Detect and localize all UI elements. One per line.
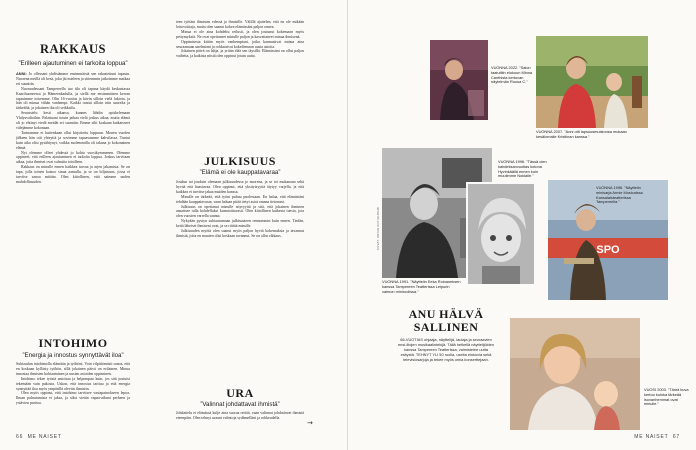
body-paragraph: Rakkaus on minulle ennen kaikkea turvaa ja arjen jakamista. Se on tapa, jolla toinen katsoo sinua aamulla, ja se on hiljaisuus, jossa ei tarvitse sanoa mitään. Olen kiitollinen, että saimme uuden mahdollisuuden. xyxy=(16,165,130,184)
body-paragraph: Tarinamme ei kuitenkaan ollut kirjoitettu loppuun. Monen vuoden jälkeen hän otti yhteyttä ja sovimme tapaavamme kahvilassa. Tuntui kuin aika olisi pysähtynyt, vaikka molemmilla oli takana jo kokonainen elämä. xyxy=(16,130,130,150)
photo-2003-family xyxy=(510,318,640,430)
julkisuus-subheading: ”Elämä ei ole kauppatavaraa” xyxy=(199,169,281,176)
body-paragraph: Oppimisesta kiitän myös vanhempiani, jotka kannustivat minua aina seuraamaan unelmiani ja rohkaisivat kokeilemaan uusia asioita. xyxy=(176,39,304,49)
family-photo-icon xyxy=(510,318,640,430)
body-paragraph: teen työtäni ihmisten edessä ja ihmisille. Välillä ajattelen, että en ole mikään lottovoittaja, mutta olen saanut kokea elämässäni paljon onnea. xyxy=(176,20,304,29)
rakkaus-heading: RAKKAUS xyxy=(39,42,106,56)
photo-credit: KUVAT: ANNIN KOTIALBUMI xyxy=(376,206,380,250)
body-paragraph: Intohimo tekee työstä antoisaa ja helpompaa kuin, jos sitä joutuisi tekemään vain pakosta. Uskon, että innostus tarttuu ja että energia synnyttää iloa myös ympärillä oleviin ihmisiin. xyxy=(16,376,130,391)
intohimo-heading: INTOHIMO xyxy=(38,336,108,350)
pull-quote-line-2: SALLINEN xyxy=(413,319,479,334)
body-paragraph: Olen myös oppinut, että intohimo tarvitsee vastapainokseen lepoa. Ilman palautumista ei jaksa, ja siksi vietän vapaa-aikani perheen ja ystävien parissa. xyxy=(16,391,130,406)
intohimo-subheading: ”Energia ja innostus synnyttävät iloa” xyxy=(22,352,124,359)
rakkaus-column xyxy=(16,72,130,324)
pull-quote-text: 66-VUOTIAS ohjaaja, näyttelijä, laulaja ja seuraavien ensi-iltojen musikaalintekijä. Tällä hetkellä näyttelijöiden kanssa Tampereen Teatterissa, valmistelee uutta esitystä. TEHNYT YLI 50 roolia, useita elokuvia sekä televisiosarjoja ja tekee myös omia konserttejaan. xyxy=(398,337,494,362)
continue-arrow-icon: → xyxy=(307,419,313,427)
photo-1991-portrait xyxy=(466,182,536,286)
page-number: 66 xyxy=(16,434,24,440)
rakkaus-subheading: ”Erilleen ajautuminen ei tarkoita loppua” xyxy=(18,60,128,67)
magazine-name: ME NAISET xyxy=(27,434,62,440)
intohimo-column xyxy=(16,362,130,428)
body-paragraph: Nyt olemme olleet yhdessä jo kohta vuosikymmenen. Olemme oppineet, että erilleen ajautuminen ei tarkoita loppua. Joskus tarvitaan aikaa, jotta ihmiset ovat valmiita toisilleen. xyxy=(16,150,130,165)
footer-left xyxy=(16,434,62,440)
right-page xyxy=(348,0,696,450)
body-paragraph: Julkisuus on opettanut minulle nöyryyttä ja sitä, että jokainen ihminen ansaitsee tulla kohdelluksi kunnioittavasti. Olen kiitollinen kaikesta tuesta, jota olen vuosien varrella saanut. xyxy=(176,204,304,219)
child-portrait-icon xyxy=(468,184,534,284)
caption-2022: VUONNA 2022. ”Salon taatuttiin elokuun Minna Canthista kertovan näytelmän Rousa C.” xyxy=(491,65,533,85)
julkisuus-column xyxy=(176,180,304,380)
julkisuus-heading: JULKISUUS xyxy=(204,154,276,168)
caption-2007: VUONNA 2007. ”Anni otti lapsuusmuistonsa mukaan kesälomalle Kristiinan kanssa.” xyxy=(536,129,627,139)
rakkaus-lead: ANNI: Jo ollessani yhdistämme ensimmäistä sen rakastettuni tapasin. Nuorena meillä oli kesä, joka jäi mieleen ja sittemmin jatkoimme matkaa eri suuntiin. xyxy=(16,72,130,86)
pull-quote-line-1: ANU HÄLVÄ xyxy=(408,307,484,321)
body-paragraph: Nykyään pystyn suhtautumaan julkisuuteen rennommin kuin ennen. Tiedän, keitä läheiset ihmiseni ovat, ja se riittää minulle. xyxy=(176,219,304,229)
outdoor-photo-icon xyxy=(536,36,648,128)
caption-1991: VUONNA 1991. ”Näyttelin Eeka Roinaneksen kanssa Tampereen Teatterissa Leipurin vaimon miniroolissa.” xyxy=(382,279,461,294)
body-paragraph: Johdattelu ei elämässä kulje aina suoraa reittiä, vaan valinnat johdattavat ihmistä eteenpäin. Olen tehnyt uraani valintoja sydämelläni ja rohkeudella. xyxy=(176,411,304,420)
body-paragraph: Julkisuuden myötä olen saanut myös paljon hyviä kokemuksia ja tavannut ihmisiä, joita en muuten olisi koskaan tavannut. Se on ollut rikkaus. xyxy=(176,229,304,238)
body-paragraph: Minua ei ole aina kohdeltu reilusti, ja olen joutunut kokemaan myös pettymyksiä. Ne ovat opettaneet minulle paljon ja kasvattaneet minua ihmisenä. xyxy=(176,29,304,39)
body-paragraph: Suhtaudun intohimolla elämään ja työhöni. Voin vilpittömästi sanoa, että en koskaan kyllästy työhön, sillä jokainen päivä on erilainen. Minua innostaa ihmisten kohtaaminen ja uusien asioiden oppiminen. xyxy=(16,362,130,376)
body-paragraph: Seurustelu kesti aikansa, kunnes lähdin opiskelemaan Yhdysvaltoihin. Palattuani totuin jatkaa vielä joskus aikaa, mutta elämä oli jo ehtinyt viedä meidät eri suuntiin. Emme silti koskaan katkaisseet välejämme kokonaan. xyxy=(16,111,130,130)
body-paragraph: Nuoruudessani Tampereella tuo tila oli tapana käydä keskustassa Kaarihuoneessa ja Hämeenkadulla, ja siellä me ensimmäisen kerran tapasimme toisemme. Olin 16-vuotias ja kävin silloin vielä lukiota, ja hän oli minua vähän vanhempi. Kaikki tuntui silloin niin suurelta ja tärkeältä, ja jokainen ilta oli seikkailu. xyxy=(16,86,130,111)
body-paragraph: Joudun tai jouduin olemaan julkisuudessa jo nuorena, ja se toi mukanaan sekä hyvää että haastavaa. Olen oppinut, että yksityisyyttä täytyy varjella, ja että kaikkea ei tarvitse jakaa muiden kanssa. xyxy=(176,180,304,194)
body-paragraph: Jokainen päivä on lahja, ja yritän elää sen täysillä. Elämässäni on ollut paljon vaiheita, ja kaikista niistä olen oppinut jotain uutta. xyxy=(176,49,304,59)
caption-1996-home: VUONNA 1996. ”Tässä olen kahdeksanvuotias kotona Hyvinkäällä ennen kuin muutimme Nokialle.” xyxy=(498,159,547,179)
ura-subheading: ”Valinnat johdattavat ihmistä” xyxy=(200,401,280,408)
pull-quote-heading xyxy=(396,308,496,333)
ura-heading: URA xyxy=(226,386,254,400)
magazine-name: ME NAISET xyxy=(634,434,669,440)
body-paragraph: Minulle on tärkeää, että työni puhuu puolestaan. En halua, että elämästäni tehdään kauppatavaraa, vaan haluan pitää tietyt asiat omana tietonani. xyxy=(176,194,304,204)
caption-1996-stage: VUONNA 1996. ”Näyttelin minisarja Annie Musicalssa Kansalaisteatterissa Tampereella.” xyxy=(596,185,643,205)
caption-2003: VUOSI 2003. ”Tämä kuva kertoo kuinka tärkeää isovanhemmat ovat minulle.” xyxy=(644,387,689,407)
footer-right xyxy=(634,434,680,440)
ura-column xyxy=(176,411,304,427)
middle-top-column xyxy=(176,20,304,148)
page-number: 67 xyxy=(672,434,680,440)
stage-photo-icon xyxy=(430,40,488,120)
photo-2007-outdoor xyxy=(536,36,648,128)
photo-2022-stage xyxy=(430,40,488,120)
svg-text:SPO: SPO xyxy=(596,244,620,256)
